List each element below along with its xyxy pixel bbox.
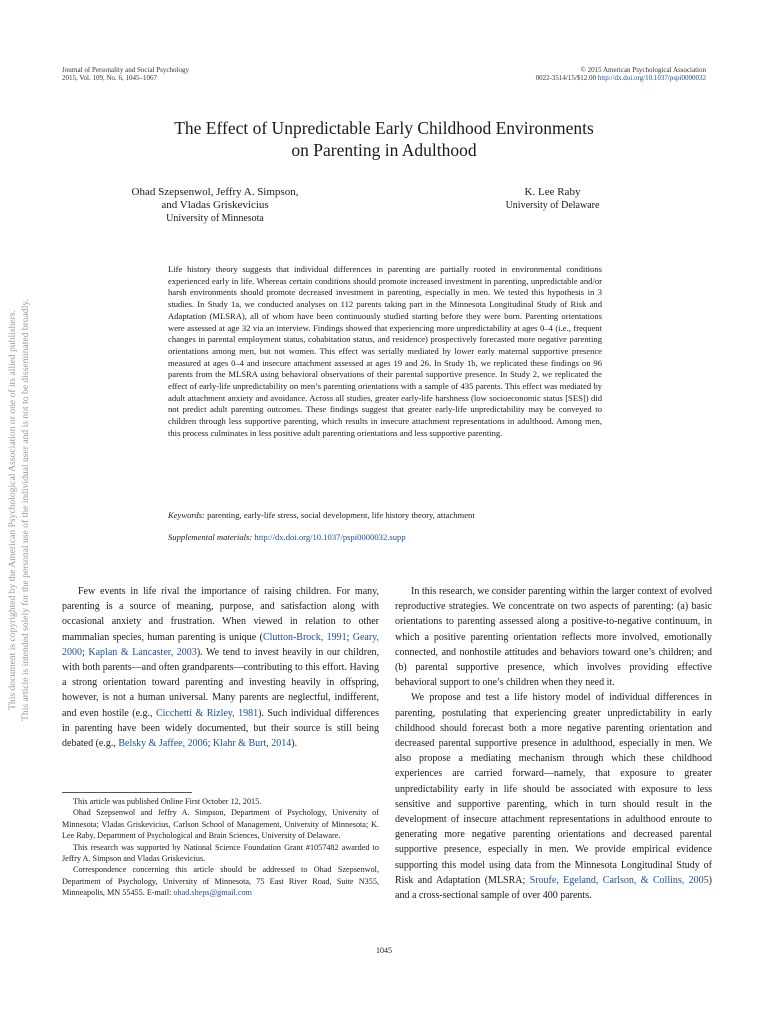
side-notice-line-2: This article is intended solely for the personal use of the individual user and is not to be disseminated broadly. xyxy=(20,299,31,721)
text-run: ; xyxy=(346,631,353,643)
text-run: ; xyxy=(82,646,89,658)
copyright-side-notice xyxy=(6,190,38,830)
page-number: 1045 xyxy=(376,946,392,955)
text-run: Correspondence concerning this article should be addressed to Ohad Szepsenwol, Department of Psychology, University of Minnesota, 75 East River Road, Suite N355, Minneapolis, MN 55455. E-mail: xyxy=(62,865,379,898)
intro-paragraph xyxy=(62,584,379,751)
body-paragraph xyxy=(395,690,712,903)
citation-link[interactable]: Clutton-Brock, 1991 xyxy=(262,631,347,643)
authors-delaware xyxy=(470,186,635,212)
supplemental-link[interactable]: http://dx.doi.org/10.1037/pspi0000032.supp xyxy=(254,532,406,542)
citation-link[interactable]: Cicchetti & Rizley, 1981 xyxy=(155,707,259,719)
body-column-right xyxy=(395,584,712,903)
author-affiliation: University of Minnesota xyxy=(166,213,264,224)
author-affiliation: University of Delaware xyxy=(505,200,600,211)
author-names-line-1: Ohad Szepsenwol, Jeffry A. Simpson, xyxy=(131,186,299,198)
text-run: ). We tend to invest heavily in our children, with both parents—and often grandparents—contributing to this effort. Having a strong orientation toward parenting and investing heavily in offspring, however, is not a human universal. Many parents are neglectful, indifferent, and even hostile (e.g., xyxy=(62,646,380,719)
text-run: ) and a cross-sectional sample of over 400 parents. xyxy=(395,874,712,902)
text-run: ). Such individual differences in parenting have been widely documented, but their source is still being debated (e.g., xyxy=(62,707,379,750)
email-link[interactable]: ohad.sheps@gmail.com xyxy=(173,888,252,898)
body-paragraph: In this research, we consider parenting within the larger context of evolved reproductive strategies. We concentrate on two aspects of parenting: (a) basic orientations to parenting assessed along a positive-to-negative continuum, in which a positive parenting orientation reflects more involved, emotionally connected, and nonhostile attitudes and behaviors toward one’s children; and (b) parental supportive presence, which involves providing effective behavioral support to one’s children when they need it. xyxy=(395,586,712,689)
footnote-affiliations: Ohad Szepsenwol and Jeffry A. Simpson, Department of Psychology, University of Minnesota; Vladas Griskevicius, Carlson School of Management, University of Minnesota; K. Lee Raby, Department of Psychological and Brain Sciences, University of Delaware. xyxy=(62,808,379,841)
author-names-line-2: and Vladas Griskevicius xyxy=(161,199,269,211)
citation-link[interactable]: Sroufe, Egeland, Carlson, & Collins, 2005 xyxy=(529,874,709,886)
title-line-1: The Effect of Unpredictable Early Childhood Environments xyxy=(174,118,594,138)
supplemental-materials xyxy=(168,532,602,543)
text-run: ; xyxy=(207,738,213,750)
text-run: We propose and test a life history model of individual differences in parenting, postulating that experiencing greater unpredictability in early childhood should forecast both a more negative parenting orientation and decreased parental supportive presence in adulthood, especially in men. We also propose a mediating mechanism through which these childhood experiences are carried forward—namely, that exposure to greater unpredictability early in life should be associated with exposure to less sensitive and supportive parenting, which in turn should result in the development of insecure attachment representations in adulthood enroute to generating more negative parenting orientations and decreased parental supportive presence, especially in men. We provide empirical evidence supporting this model using data from the Minnesota Longitudinal Study of Risk and Adaptation (MLSRA; xyxy=(395,692,712,886)
keywords-text: parenting, early-life stress, social development, life history theory, attachment xyxy=(204,510,475,520)
text-run: Few events in life rival the importance of raising children. For many, parenting is a source of meaning, purpose, and satisfaction along with occasional anxiety and frustration. When viewed in relation to other mammalian species, human parenting is unique ( xyxy=(62,586,379,643)
supplemental-label: Supplemental materials: xyxy=(168,532,253,542)
footnote-correspondence xyxy=(62,864,379,898)
paper-title xyxy=(60,117,708,161)
footnote-funding: This research was supported by National Science Foundation Grant #1057482 awarded to Jeffry A. Simpson and Vladas Griskevicius. xyxy=(62,842,379,864)
citation-link[interactable]: Kaplan & Lancaster, 2003 xyxy=(88,646,197,658)
journal-name: Journal of Personality and Social Psychology xyxy=(62,66,189,74)
authors-minnesota xyxy=(90,186,340,225)
issn-line xyxy=(536,74,706,82)
title-line-2: on Parenting in Adulthood xyxy=(291,140,477,160)
doi-link[interactable]: http://dx.doi.org/10.1037/pspi0000032 xyxy=(597,74,706,82)
text-run: ). xyxy=(291,738,298,750)
side-notice-line-1: This document is copyrighted by the American Psychological Association or one of its allied publishers. xyxy=(7,310,18,710)
journal-header xyxy=(62,66,189,82)
citation-link[interactable]: Klahr & Burt, 2014 xyxy=(212,738,292,750)
footnote-divider xyxy=(62,792,192,793)
citation-link[interactable]: Geary, 2000 xyxy=(62,631,379,658)
journal-volume: 2015, Vol. 109, No. 6, 1045–1067 xyxy=(62,74,158,82)
body-column-left xyxy=(62,584,379,751)
citation-link[interactable]: Belsky & Jaffee, 2006 xyxy=(118,738,208,750)
keywords xyxy=(168,510,602,521)
author-name: K. Lee Raby xyxy=(524,186,581,198)
keywords-label: Keywords: xyxy=(168,510,205,520)
copyright-block xyxy=(536,66,706,82)
footnote-online-first: This article was published Online First October 12, 2015. xyxy=(73,797,262,806)
footnotes xyxy=(62,796,379,899)
abstract: Life history theory suggests that individual differences in parenting are partially rooted in environmental conditions experienced early in life. Whereas certain conditions should promote increased investment in parenting, unpredictable and/or harsh environments should promote decreased investment in parenting, especially in men. We tested this hypothesis in 3 studies. In Study 1a, we conducted analyses on 112 parents taking part in the Minnesota Longitudinal Study of Risk and Adaptation (MLSRA), all of whom have been continuously studied starting before they were born. Parenting orientations were assessed at age 32 via an interview. Findings showed that experiencing more unpredictability at ages 0–4 (i.e., frequent changes in parental employment status, cohabitation status, and residence) prospectively forecasted more negative parenting orientations among men, but not women. This effect was serially mediated by lower early maternal supportive presence measured at ages 0–4 and insecure attachment assessed at ages 19 and 26. In Study 1b, we replicated these findings on 96 parents from the MLSRA using behavioral observations of their parental supportive presence. In Study 2, we replicated the effect of early-life unpredictability on men’s parenting orientations with a sample of 435 parents. This effect was mediated by adult attachment anxiety and avoidance. Across all studies, greater early-life harshness (low socioeconomic status [SES]) did not predict adult parenting outcomes. These findings suggest that greater early-life unpredictability may be conveyed to children through less supportive parenting, which results in insecure attachment representations in adulthood. Among men, this process culminates in less positive adult parenting orientations and less supportive parenting. xyxy=(168,264,602,438)
issn-text: 0022-3514/15/$12.00 xyxy=(535,74,598,82)
copyright-line: © 2015 American Psychological Association xyxy=(580,66,706,74)
